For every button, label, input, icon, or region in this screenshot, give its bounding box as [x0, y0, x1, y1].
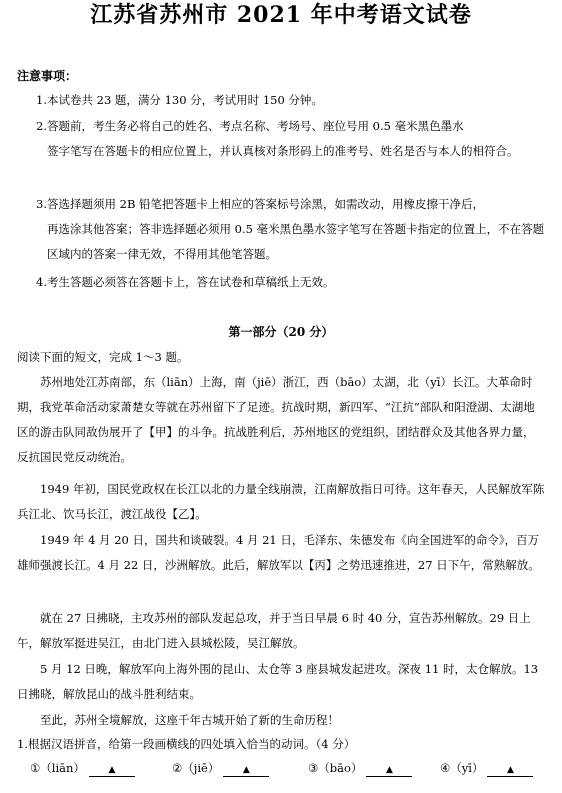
part-title: 第一部分（20 分） [228, 325, 334, 339]
blank-2-mark: ▲ [223, 764, 269, 777]
paragraph-3: 1949 年 4 月 20 日，国共和谈破裂。4 月 21 日，毛泽东、朱德发布《向全国进军的命令》，百万雄师强渡长江。4 月 22 日，沙洲解放。此后，解放军以【丙】之势迅速推进，27 日下午，常熟解放。 [17, 533, 540, 572]
blank-2-label: ②（jiē） [172, 761, 220, 775]
reading-instruction: 阅读下面的短文，完成 1～3 题。 [17, 350, 189, 364]
paragraph-4: 就在 27 日拂晓，主攻苏州的部队发起总攻，并于当日早晨 6 时 40 分，宣告苏州解放。29 日上午，解放军挺进吴江，由北门进入县城松陵，吴江解放。 [17, 611, 531, 650]
paragraph-2: 1949 年初，国民党政权在长江以北的力量全线崩溃，江南解放指日可待。这年春天，人民解放军陈兵江北、饮马长江，渡江战役【乙】。 [17, 482, 545, 521]
question-1: 1.根据汉语拼音，给第一段画横线的四处填入恰当的动词。（4 分） [17, 737, 356, 751]
notice-item-4-text: 4.考生答题必须答在答题卡上，答在试卷和草稿纸上无效。 [36, 275, 335, 289]
notice-item-3-cont: 再选涂其他答案；答非选择题必须用 0.5 毫米黑色墨水签字笔写在答题卡指定的位置上，不在答题区域内的答案一律无效，不得用其他笔答题。 [47, 222, 545, 261]
blank-4-label: ④（yī） [440, 761, 484, 775]
notice-heading: 注意事项： [17, 69, 78, 83]
notice-item-1-text: 1.本试卷共 23 题，满分 130 分，考试用时 150 分钟。 [36, 93, 323, 107]
blank-4 [440, 760, 533, 777]
blank-1-label: ①（liān） [30, 761, 85, 775]
blank-3-label: ③（bāo） [308, 761, 363, 775]
notice-item-4 [36, 270, 546, 295]
notice-item-3-text: 3.答选择题须用 2B 铅笔把答题卡上相应的答案标号涂黑，如需改动，用橡皮擦干净后， [36, 197, 485, 211]
notice-item-2-cont: 签字笔写在答题卡的相应位置上，并认真核对条形码上的准考号、姓名是否与本人的相符合。 [47, 144, 519, 158]
exam-title: 江苏省苏州市 2021 年中考语文试卷 [90, 2, 472, 28]
notice-item-3 [36, 192, 546, 267]
paragraph-1: 苏州地处江苏南部，东（liān）上海，南（jiē）浙江，西（bāo）太湖，北（yī）长江。大革命时期，我党革命活动家萧楚女等就在苏州留下了足迹。抗战时期，新四军、“江抗”部队和阳澄湖、太湖地区的游击队同敌伪展开了【甲】的斗争。抗战胜利后，苏州地区的党组织，团结群众及其他各界力量，反抗国民党反动统治。 [17, 375, 535, 464]
blank-4-mark: ▲ [487, 764, 533, 777]
notice-item-1 [36, 88, 546, 113]
notice-item-2 [36, 114, 546, 164]
paragraph-6: 至此，苏州全境解放，这座千年古城开始了新的生命历程！ [40, 713, 339, 727]
blank-3 [308, 760, 412, 777]
blank-3-mark: ▲ [366, 764, 412, 777]
blank-2 [172, 760, 269, 777]
blank-1-mark: ▲ [89, 764, 135, 777]
notice-item-2-text: 2.答题前，考生务必将自己的姓名、考点名称、考场号、座位号用 0.5 毫米黑色墨水 [36, 119, 464, 133]
blank-1 [30, 760, 135, 777]
paragraph-5: 5 月 12 日晚，解放军向上海外围的昆山、太仓等 3 座县城发起进攻。深夜 11 时，太仓解放。13 日拂晓，解放昆山的战斗胜利结束。 [17, 662, 539, 701]
